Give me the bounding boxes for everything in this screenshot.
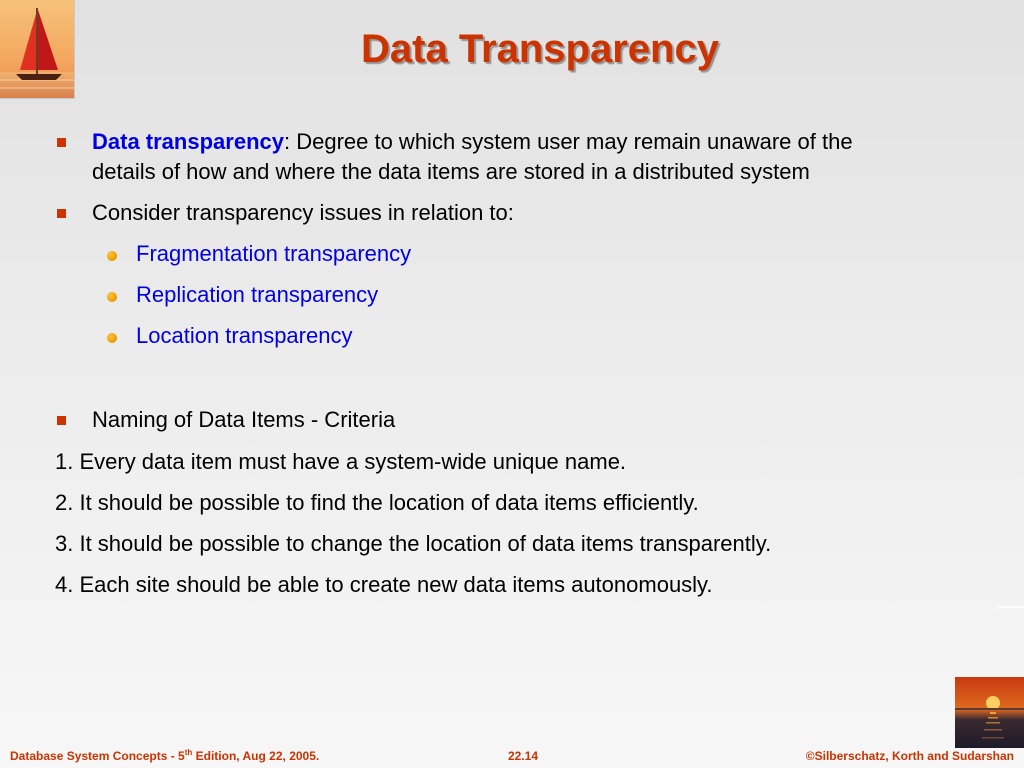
criterion-3: 3. It should be possible to change the location of data items transparently. — [55, 531, 772, 556]
footer-book-info: Database System Concepts - 5th Edition, Aug 22, 2005. — [10, 748, 320, 763]
square-bullet-icon — [57, 416, 66, 425]
bullet-naming-criteria: Naming of Data Items - Criteria — [92, 407, 396, 432]
criterion-1: 1. Every data item must have a system-wide unique name. — [55, 449, 627, 474]
square-bullet-icon — [57, 138, 66, 147]
round-bullet-icon — [107, 251, 117, 261]
criterion-2: 2. It should be possible to find the location of data items efficiently. — [55, 490, 699, 515]
sub-item-fragmentation: Fragmentation transparency — [136, 241, 412, 266]
footer-page-number: 22.14 — [508, 749, 539, 763]
square-bullet-icon — [57, 209, 66, 218]
term-data-transparency: Data transparency — [92, 129, 284, 154]
footer-copyright: ©Silberschatz, Korth and Sudarshan — [805, 749, 1014, 763]
bullet-consider: Consider transparency issues in relation to: — [92, 200, 514, 225]
bullet1-line2: details of how and where the data items are stored in a distributed system — [92, 159, 810, 184]
round-bullet-icon — [107, 292, 117, 302]
slide-title: Data Transparency — [361, 27, 719, 71]
sub-item-replication: Replication transparency — [136, 282, 379, 307]
round-bullet-icon — [107, 333, 117, 343]
sunset-logo-icon — [955, 677, 1024, 748]
sub-item-location: Location transparency — [136, 323, 353, 348]
decorative-curve — [994, 606, 1024, 614]
slide-footer — [0, 745, 1024, 768]
bullet-data-transparency — [92, 127, 853, 157]
criterion-4: 4. Each site should be able to create new data items autonomously. — [55, 572, 713, 597]
bullet1-text: : Degree to which system user may remain unaware of the — [283, 129, 853, 154]
